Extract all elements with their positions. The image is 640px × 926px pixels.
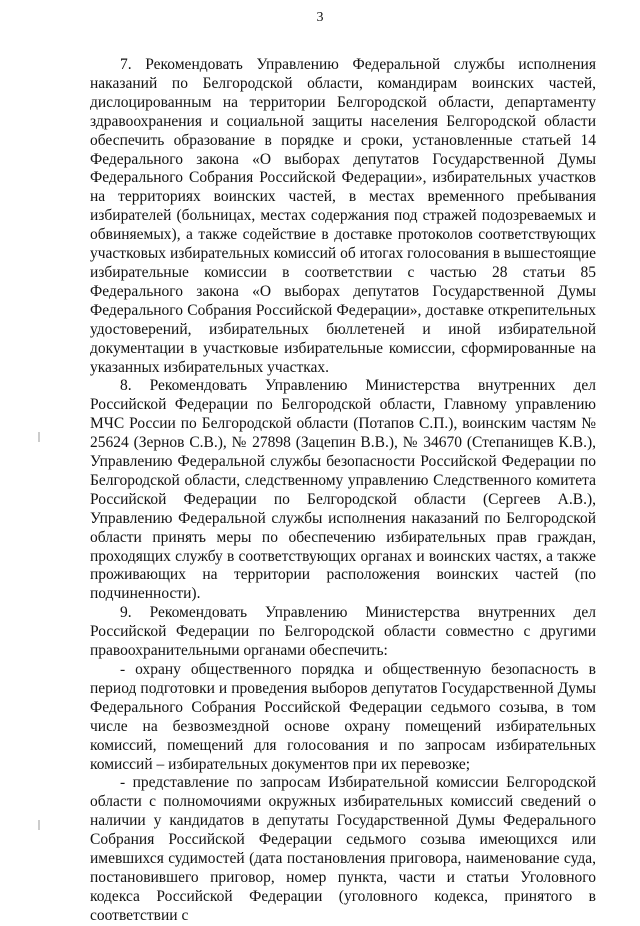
page-number: 3	[316, 10, 324, 25]
scan-margin-mark	[38, 820, 40, 830]
document-body	[90, 56, 596, 926]
paragraph-item-7: 7. Рекомендовать Управлению Федеральной службы исполнения наказаний по Белгородской области, командирам воинских частей, дислоцированным на территории Белгородской области, департаменту здравоохранения и социальной защиты населения Белгородской области обеспечить образование в порядке и сроки, установленные статьей 14 Федерального закона «О выборах депутатов Государственной Думы Федерального Собрания Российской Федерации», избирательных участков на территориях воинских частей, в местах временного пребывания избирателей (больницах, местах содержания под стражей подозреваемых и обвиняемых), а также содействие в доставке протоколов соответствующих участковых избирательных комиссий об итогах голосования в вышестоящие избирательные комиссии в соответствии с частью 28 статьи 85 Федерального закона «О выборах депутатов Государственной Думы Федерального Собрания Российской Федерации», доставке открепительных удостоверений, избирательных бюллетеней и иной избирательной документации в участковые избирательные комиссии, сформированные на указанных избирательных участках.	[90, 56, 596, 376]
list-item-public-order: - охрану общественного порядка и общественную безопасность в период подготовки и проведения выборов депутатов Государственной Думы Федерального Собрания Российской Федерации седьмого созыва, в том числе на безвозмездной основе охрану помещений избирательных комиссий, помещений для голосования и по запросам избирательных комиссий – избирательных документов при их перевозке;	[90, 661, 596, 773]
list-item-criminal-records: - представление по запросам Избирательной комиссии Белгородской области с полномочиями окружных избирательных комиссий сведений о наличии у кандидатов в депутаты Государственной Думы Федерального Собрания Российской Федерации седьмого созыва имеющихся или имевшихся судимостей (дата постановления приговора, наименование суда, постановившего приговор, номер пункта, части и статьи Уголовного кодекса Российской Федерации (уголовного кодекса, принятого в соответствии с	[90, 774, 596, 924]
paragraph-item-8: 8. Рекомендовать Управлению Министерства внутренних дел Российской Федерации по Белгородской области, Главному управлению МЧС России по Белгородской области (Потапов С.П.), воинским частям № 25624 (Зернов С.В.), № 27898 (Зацепин В.В.), № 34670 (Степанищев К.В.), Управлению Федеральной службы безопасности Российской Федерации по Белгородской области, следственному управлению Следственного комитета Российской Федерации по Белгородской области (Сергеев А.В.), Управлению Федеральной службы исполнения наказаний по Белгородской области принять меры по обеспечению избирательных прав граждан, проходящих службу в соответствующих органах и воинских частях, а также проживающих на территории расположения воинских частей (по подчиненности).	[90, 377, 596, 603]
paragraph-item-9: 9. Рекомендовать Управлению Министерства внутренних дел Российской Федерации по Белгородской области совместно с другими правоохранительными органами обеспечить:	[90, 604, 596, 660]
scan-margin-mark	[38, 432, 40, 442]
